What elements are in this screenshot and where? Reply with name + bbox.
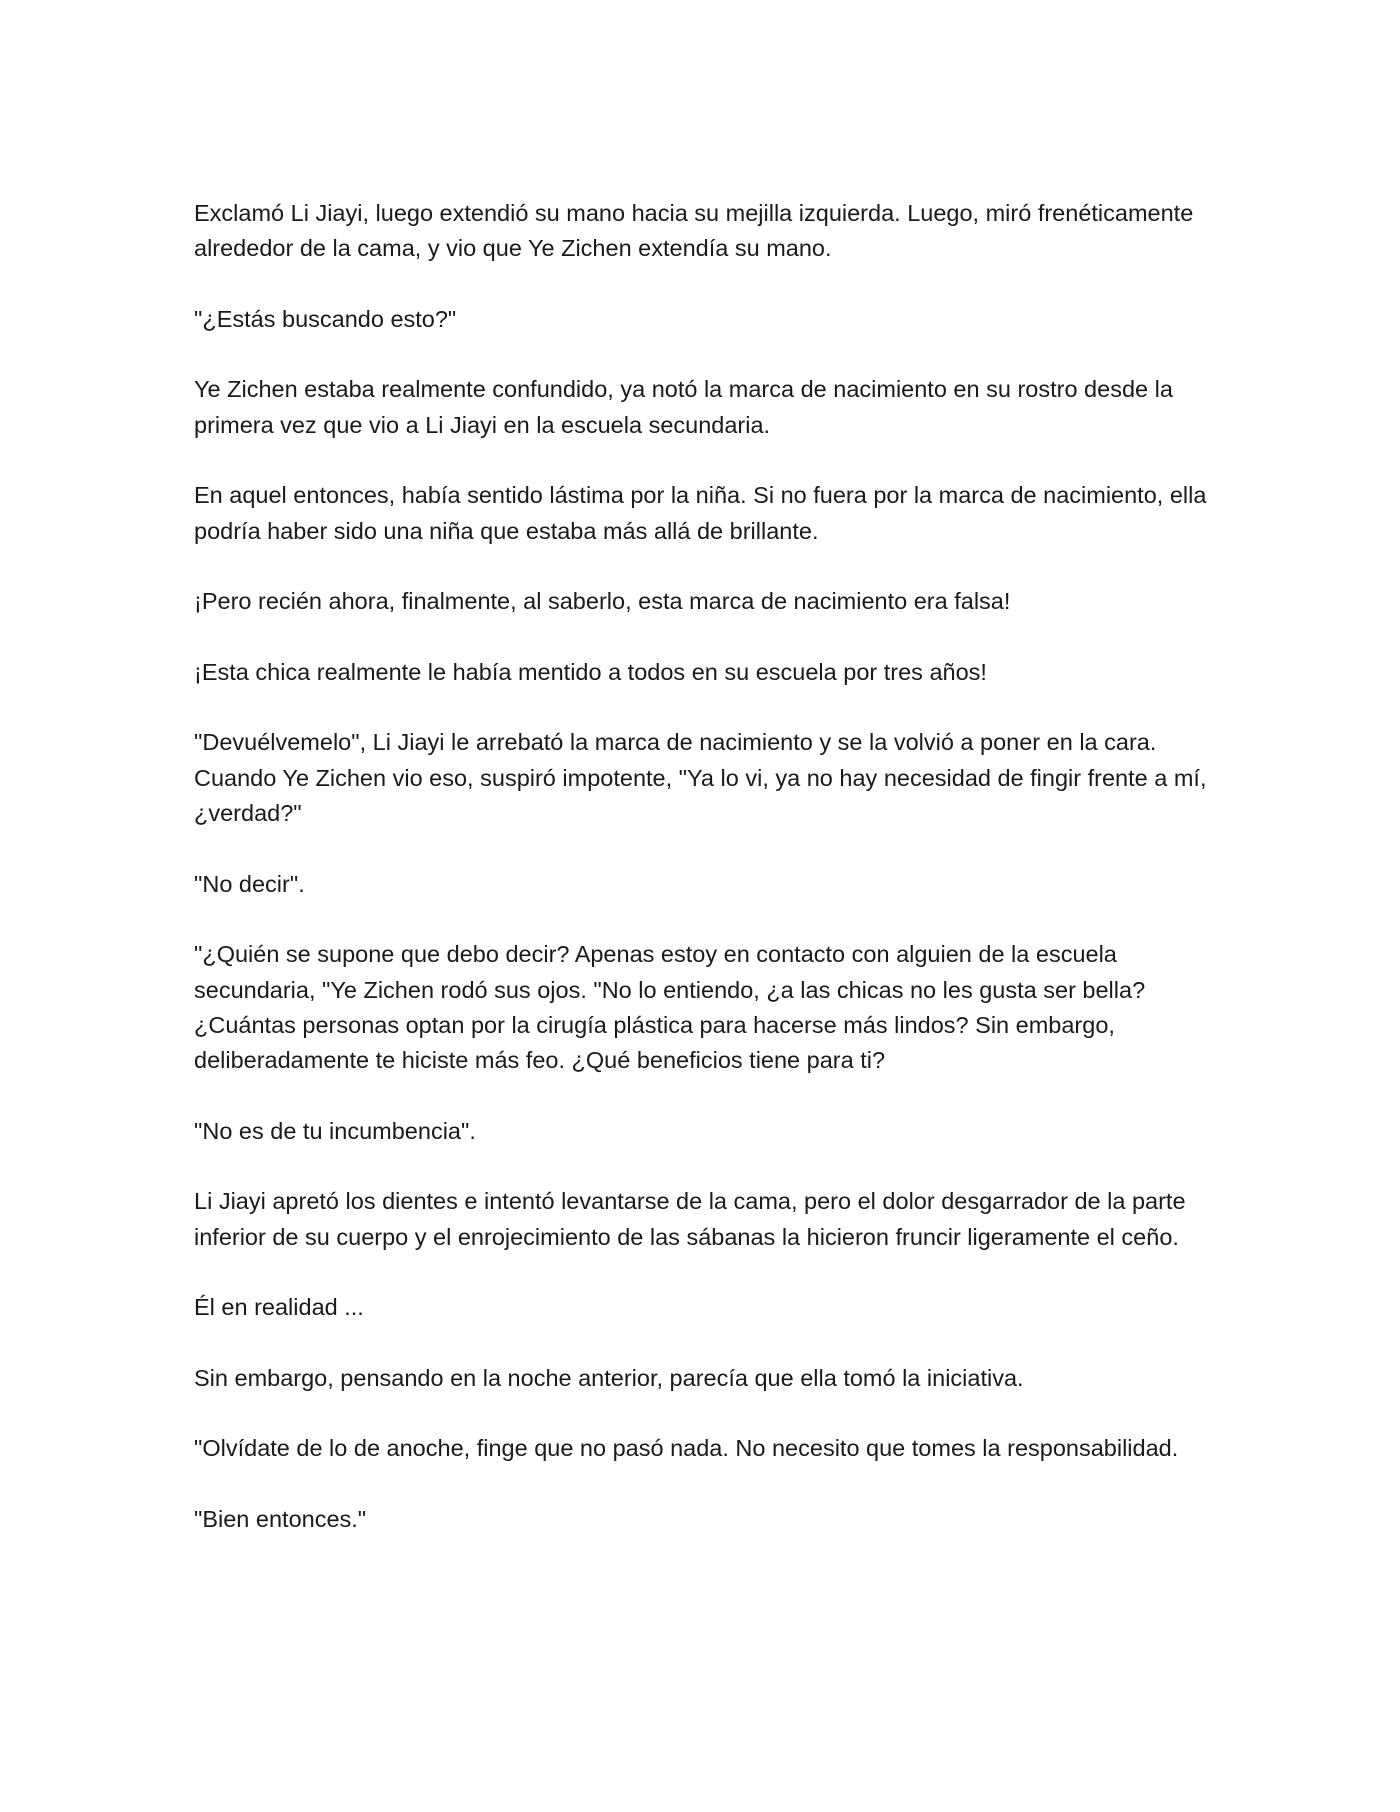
paragraph: "No es de tu incumbencia". (194, 1117, 476, 1144)
paragraph: Él en realidad ... (194, 1294, 364, 1321)
paragraph: Ye Zichen estaba realmente confundido, ya notó la marca de nacimiento en su rostro desde la primera vez que vio a Li Jiayi en la escuela secundaria. (194, 376, 1173, 438)
paragraph: En aquel entonces, había sentido lástima por la niña. Si no fuera por la marca de nacimiento, ella podría haber sido una niña que estaba más allá de brillante. (194, 482, 1207, 544)
paragraph: "¿Estás buscando esto?" (194, 305, 457, 332)
document-body (194, 196, 1214, 1573)
paragraph: "No decir". (194, 870, 305, 897)
paragraph: Sin embargo, pensando en la noche anterior, parecía que ella tomó la iniciativa. (194, 1364, 1024, 1391)
paragraph: Exclamó Li Jiayi, luego extendió su mano hacia su mejilla izquierda. Luego, miró frenéticamente alrededor de la cama, y vio que Ye Zichen extendía su mano. (194, 200, 1194, 262)
paragraph: "Olvídate de lo de anoche, finge que no pasó nada. No necesito que tomes la responsabilidad. (194, 1435, 1179, 1462)
paragraph: ¡Pero recién ahora, finalmente, al saberlo, esta marca de nacimiento era falsa! (194, 588, 1011, 615)
paragraph: "Devuélvemelo", Li Jiayi le arrebató la marca de nacimiento y se la volvió a poner en la cara. Cuando Ye Zichen vio eso, suspiró impotente, "Ya lo vi, ya no hay necesidad de fingir frente a mí, ¿verdad?" (194, 729, 1207, 827)
paragraph: ¡Esta chica realmente le había mentido a todos en su escuela por tres años! (194, 658, 987, 685)
paragraph: "Bien entonces." (194, 1505, 367, 1532)
paragraph: Li Jiayi apretó los dientes e intentó levantarse de la cama, pero el dolor desgarrador de la parte inferior de su cuerpo y el enrojecimiento de las sábanas la hicieron fruncir ligeramente el ceño. (194, 1188, 1186, 1250)
paragraph: "¿Quién se supone que debo decir? Apenas estoy en contacto con alguien de la escuela secundaria, "Ye Zichen rodó sus ojos. "No lo entiendo, ¿a las chicas no les gusta ser bella? ¿Cuántas personas optan por la cirugía plástica para hacerse más lindos? Sin embargo, deliberadamente te hiciste más feo. ¿Qué beneficios tiene para ti? (194, 941, 1146, 1074)
